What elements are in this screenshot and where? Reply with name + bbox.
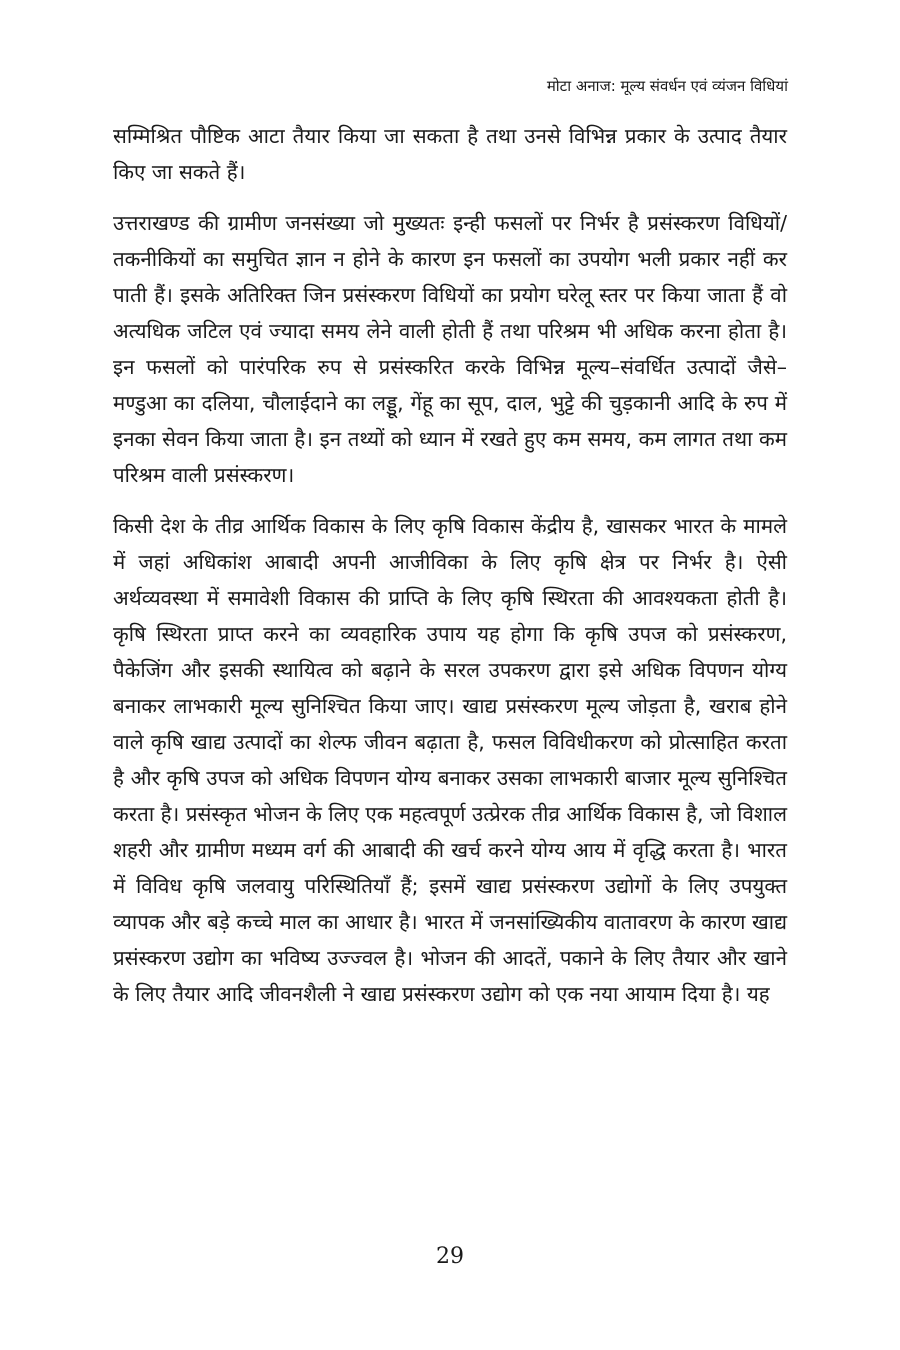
paragraph: सम्मिश्रित पौष्टिक आटा तैयार किया जा सकता है तथा उनसे विभिन्न प्रकार के उत्पाद तैयार किए जा सकते हैं। <box>113 124 787 184</box>
page-number: 29 <box>436 1244 464 1269</box>
paragraph: किसी देश के तीव्र आर्थिक विकास के लिए कृषि विकास केंद्रीय है, खासकर भारत के मामले में जहां अधिकांश आबादी अपनी आजीविका के लिए कृषि क्षेत्र पर निर्भर है। ऐसी अर्थव्यवस्था में समावेशी विकास की प्राप्ति के लिए कृषि स्थिरता की आवश्यकता होती है। कृषि स्थिरता प्राप्त करने का व्यवहारिक उपाय यह होगा कि कृषि उपज को प्रसंस्करण, पैकेजिंग और इसकी स्थायित्व को बढ़ाने के सरल उपकरण द्वारा इसे अधिक विपणन योग्य बनाकर लाभकारी मूल्य सुनिश्चित किया जाए। खाद्य प्रसंस्करण मूल्य जोड़ता है, खराब होने वाले कृषि खाद्य उत्पादों का शेल्फ जीवन बढ़ाता है, फसल विविधीकरण को प्रोत्साहित करता है और कृषि उपज को अधिक विपणन योग्य बनाकर उसका लाभकारी बाजार मूल्य सुनिश्चित करता है। प्रसंस्कृत भोजन के लिए एक महत्वपूर्ण उत्प्रेरक तीव्र आर्थिक विकास है, जो विशाल शहरी और ग्रामीण मध्यम वर्ग की आबादी की खर्च करने योग्य आय में वृद्धि करता है। भारत में विविध कृषि जलवायु परिस्थितियाँ हैं; इसमें खाद्य प्रसंस्करण उद्योगों के लिए उपयुक्त व्यापक और बड़े कच्चे माल का आधार है। भारत में जनसांख्यिकीय वातावरण के कारण खाद्य प्रसंस्करण उद्योग का भविष्य उज्ज्वल है। भोजन की आदतें, पकाने के लिए तैयार और खाने के लिए तैयार आदि जीवनशैली ने खाद्य प्रसंस्करण उद्योग को एक नया आयाम दिया है। यह <box>113 514 787 1006</box>
running-header: मोटा अनाज: मूल्य संवर्धन एवं व्यंजन विधियां <box>546 77 788 95</box>
paragraph: उत्तराखण्ड की ग्रामीण जनसंख्या जो मुख्यतः इन्ही फसलों पर निर्भर है प्रसंस्करण विधियों/ तकनीकियों का समुचित ज्ञान न होने के कारण इन फसलों का उपयोग भली प्रकार नहीं कर पाती हैं। इसके अतिरिक्त जिन प्रसंस्करण विधियों का प्रयोग घरेलू स्तर पर किया जाता हैं वो अत्यधिक जटिल एवं ज्यादा समय लेने वाली होती हैं तथा परिश्रम भी अधिक करना होता है। इन फसलों को पारंपरिक रुप से प्रसंस्करित करके विभिन्न मूल्य–संवर्धित उत्पादों जैसे– मण्डुआ का दलिया, चौलाईदाने का लड्डू, गेंहू का सूप, दाल, भुट्टे की चुड़कानी आदि के रुप में इनका सेवन किया जाता है। इन तथ्यों को ध्यान में रखते हुए कम समय, कम लागत तथा कम परिश्रम वाली प्रसंस्करण। <box>113 211 787 487</box>
body-text <box>113 118 787 1027</box>
